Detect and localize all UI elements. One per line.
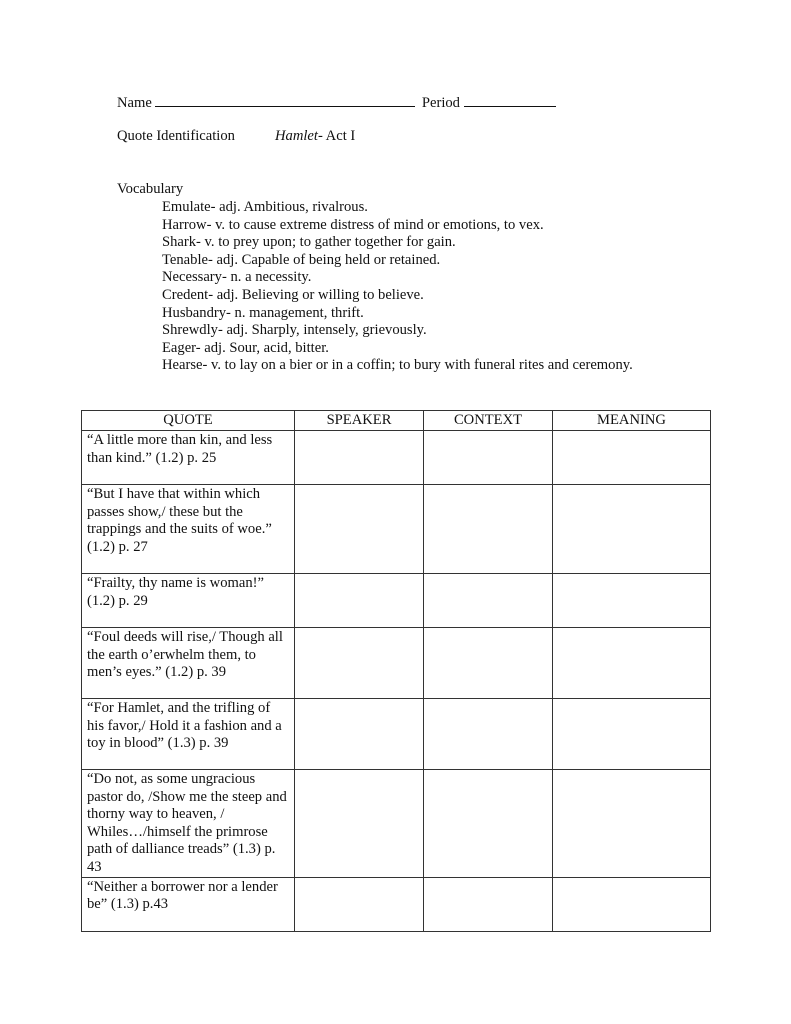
quote-cell: “Frailty, thy name is woman!” (1.2) p. 29 bbox=[82, 574, 295, 628]
column-header-context: CONTEXT bbox=[424, 411, 553, 431]
table-row bbox=[82, 431, 711, 485]
table-row bbox=[82, 485, 711, 574]
vocabulary-list bbox=[162, 199, 633, 375]
column-header-speaker: SPEAKER bbox=[295, 411, 424, 431]
context-cell[interactable] bbox=[424, 431, 553, 485]
table-row bbox=[82, 877, 711, 931]
act-label: - Act I bbox=[317, 128, 356, 144]
quote-cell: “Foul deeds will rise,/ Though all the earth o’erwhelm them, to men’s eyes.” (1.2) p. 39 bbox=[82, 628, 295, 699]
vocabulary-item: Husbandry- n. management, thrift. bbox=[162, 304, 364, 321]
vocabulary-item: Necessary- n. a necessity. bbox=[162, 269, 312, 286]
vocabulary-item: Eager- adj. Sour, acid, bitter. bbox=[162, 339, 329, 356]
table-row bbox=[82, 699, 711, 770]
speaker-cell[interactable] bbox=[295, 699, 424, 770]
context-cell[interactable] bbox=[424, 574, 553, 628]
vocabulary-item: Harrow- v. to cause extreme distress of mind or emotions, to vex. bbox=[162, 216, 544, 233]
vocabulary-item: Shark- v. to prey upon; to gather together for gain. bbox=[162, 234, 456, 251]
meaning-cell[interactable] bbox=[553, 431, 711, 485]
quote-cell: “For Hamlet, and the trifling of his favor,/ Hold it a fashion and a toy in blood” (1.3) p. 39 bbox=[82, 699, 295, 770]
quote-cell: “But I have that within which passes show,/ these but the trappings and the suits of woe.” (1.2) p. 27 bbox=[82, 485, 295, 574]
quote-cell: “Neither a borrower nor a lender be” (1.3) p.43 bbox=[82, 877, 295, 931]
vocabulary-item: Hearse- v. to lay on a bier or in a coffin; to bury with funeral rites and ceremony. bbox=[162, 357, 633, 374]
speaker-cell[interactable] bbox=[295, 877, 424, 931]
vocabulary-heading: Vocabulary bbox=[117, 181, 184, 197]
context-cell[interactable] bbox=[424, 770, 553, 878]
name-label: Name bbox=[117, 95, 152, 111]
table-row bbox=[82, 770, 711, 878]
speaker-cell[interactable] bbox=[295, 574, 424, 628]
play-name: Hamlet bbox=[275, 128, 318, 144]
column-header-meaning: MEANING bbox=[553, 411, 711, 431]
meaning-cell[interactable] bbox=[553, 877, 711, 931]
vocabulary-item: Credent- adj. Believing or willing to believe. bbox=[162, 286, 424, 303]
meaning-cell[interactable] bbox=[553, 699, 711, 770]
name-field[interactable] bbox=[155, 92, 415, 107]
assignment-title bbox=[117, 128, 356, 146]
assignment-name: Quote Identification bbox=[117, 128, 235, 144]
table-row bbox=[82, 574, 711, 628]
meaning-cell[interactable] bbox=[553, 574, 711, 628]
quote-cell: “Do not, as some ungracious pastor do, /Show me the steep and thorny way to heaven, / Whiles…/himself the primrose path of dalliance treads” (1.3) p. 43 bbox=[82, 770, 295, 878]
play-title bbox=[275, 128, 355, 146]
speaker-cell[interactable] bbox=[295, 431, 424, 485]
vocabulary-item: Tenable- adj. Capable of being held or retained. bbox=[162, 251, 441, 268]
table-header-row bbox=[82, 411, 711, 431]
vocabulary-item: Emulate- adj. Ambitious, rivalrous. bbox=[162, 199, 368, 215]
meaning-cell[interactable] bbox=[553, 485, 711, 574]
quote-table bbox=[81, 410, 711, 932]
speaker-cell[interactable] bbox=[295, 628, 424, 699]
speaker-cell[interactable] bbox=[295, 770, 424, 878]
context-cell[interactable] bbox=[424, 699, 553, 770]
meaning-cell[interactable] bbox=[553, 770, 711, 878]
table-row bbox=[82, 628, 711, 699]
vocabulary-item: Shrewdly- adj. Sharply, intensely, grievously. bbox=[162, 322, 427, 339]
meaning-cell[interactable] bbox=[553, 628, 711, 699]
speaker-cell[interactable] bbox=[295, 485, 424, 574]
context-cell[interactable] bbox=[424, 485, 553, 574]
context-cell[interactable] bbox=[424, 877, 553, 931]
period-field[interactable] bbox=[464, 92, 556, 107]
period-label: Period bbox=[421, 95, 460, 111]
name-period-line bbox=[117, 92, 556, 113]
column-header-quote: QUOTE bbox=[82, 411, 295, 431]
context-cell[interactable] bbox=[424, 628, 553, 699]
quote-cell: “A little more than kin, and less than kind.” (1.2) p. 25 bbox=[82, 431, 295, 485]
